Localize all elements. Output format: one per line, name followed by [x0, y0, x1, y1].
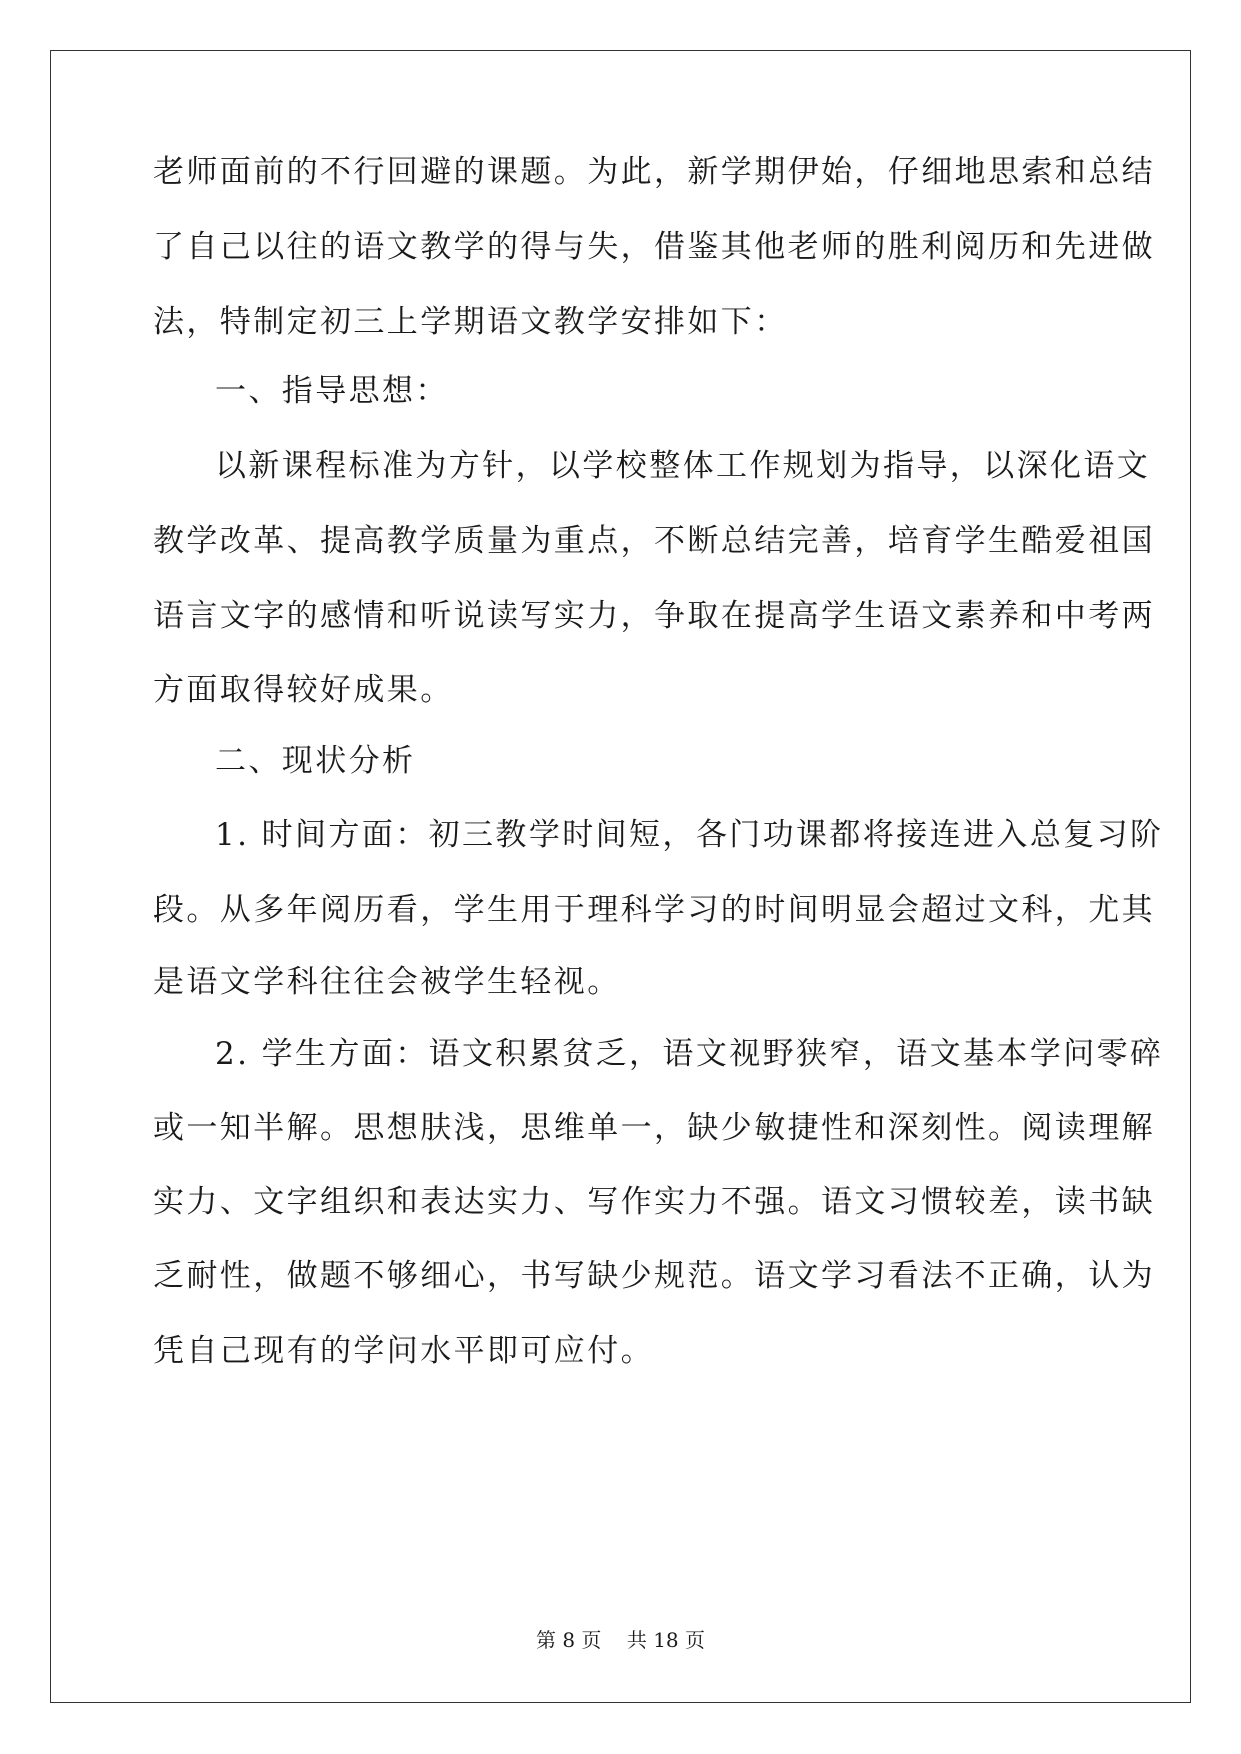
text-line: 以新课程标准为方针，以学校整体工作规划为指导，以深化语文	[215, 448, 1151, 484]
section-heading: 一、指导思想：	[215, 373, 449, 409]
page-number: 第 8 页 共 18 页	[535, 1628, 706, 1652]
text-line: 2. 学生方面：语文积累贫乏，语文视野狭窄，语文基本学问零碎	[215, 1036, 1164, 1072]
text-line: 方面取得较好成果。	[153, 672, 454, 708]
text-line: 段。从多年阅历看，学生用于理科学习的时间明显会超过文科，尤其	[153, 892, 1155, 928]
page-frame	[50, 50, 1191, 1703]
text-line: 法，特制定初三上学期语文教学安排如下：	[153, 304, 788, 340]
text-line: 语言文字的感情和听说读写实力，争取在提高学生语文素养和中考两	[153, 598, 1155, 634]
text-line: 是语文学科往往会被学生轻视。	[153, 964, 621, 1000]
text-line: 1. 时间方面：初三教学时间短，各门功课都将接连进入总复习阶	[215, 817, 1164, 853]
text-line: 老师面前的不行回避的课题。为此，新学期伊始，仔细地思索和总结	[153, 154, 1155, 190]
text-line: 实力、文字组织和表达实力、写作实力不强。语文习惯较差，读书缺	[153, 1184, 1155, 1220]
text-line: 教学改革、提高教学质量为重点，不断总结完善，培育学生酷爱祖国	[153, 523, 1155, 559]
text-line: 乏耐性，做题不够细心，书写缺少规范。语文学习看法不正确，认为	[153, 1258, 1155, 1294]
section-heading: 二、现状分析	[215, 743, 416, 779]
text-line: 或一知半解。思想肤浅，思维单一，缺少敏捷性和深刻性。阅读理解	[153, 1110, 1155, 1146]
text-line: 了自己以往的语文教学的得与失，借鉴其他老师的胜利阅历和先进做	[153, 229, 1155, 265]
text-line: 凭自己现有的学问水平即可应付。	[153, 1333, 654, 1369]
